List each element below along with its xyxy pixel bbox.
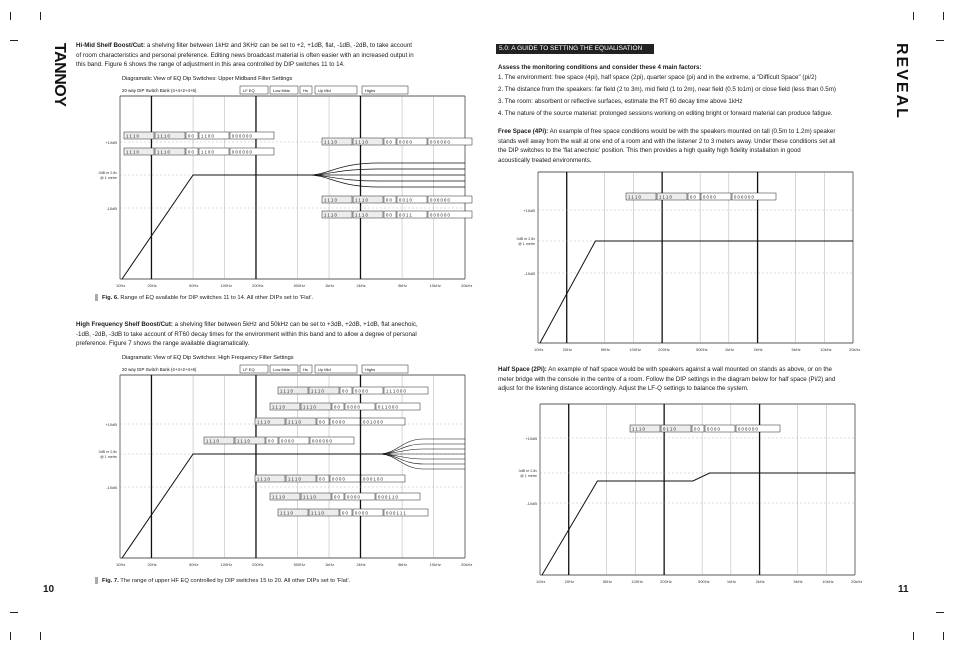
diagram-half-space xyxy=(510,400,863,590)
level-label: +10dB xyxy=(523,208,535,213)
dip-group-label: LF EQ xyxy=(243,88,255,93)
crop-mark xyxy=(10,40,18,41)
dip-bank-label: 20 way DIP Switch Bank (4+4+2+4+6) xyxy=(122,367,197,372)
dip-bank-label: 20 way DIP Switch Bank (4+4+2+4+6) xyxy=(122,88,197,93)
freq-label: 5kHz xyxy=(398,562,408,567)
text-line: the DIP switches to the 'flat anechoic' position. This then provides a high quality high fidelity installation in good xyxy=(498,147,801,154)
dip-code: 0 0 xyxy=(319,476,325,482)
dip-code: 0 0 xyxy=(386,212,392,218)
freq-label: 500Hz xyxy=(696,347,708,352)
diagram-title: Diagramatic View of EQ Dip Switches: Upper Midband Filter Settings xyxy=(122,76,293,82)
freq-label: 100Hz xyxy=(220,562,233,567)
freq-label: 5kHz xyxy=(793,579,803,584)
dip-code: 0 0 0 0 xyxy=(332,476,345,482)
dip-code: 0 0 xyxy=(386,139,392,145)
factor-item: 4. The nature of the source material: prolonged sessions working on editing bright or forward material can produce fatigue. xyxy=(498,110,833,117)
svg-text:TANNOY: TANNOY xyxy=(51,43,68,107)
dip-code: 1 1 1 0 xyxy=(659,194,672,200)
dip-code: 1 1 0 0 xyxy=(201,149,214,155)
text-line: of room characteristics and personal preference. Editing news broadcast material is often easier with an increased output in xyxy=(76,51,414,59)
hf-paragraph xyxy=(76,320,466,349)
dip-code: 1 1 1 0 xyxy=(288,419,301,425)
freq-label: 2kHz xyxy=(356,283,366,288)
dip-code: 0 0 xyxy=(268,438,274,444)
freq-label: 1kHz xyxy=(726,579,736,584)
dip-code: 0 0 xyxy=(690,194,696,200)
freq-label: 20Hz xyxy=(562,347,573,352)
dip-code: 1 1 0 0 xyxy=(201,133,214,139)
freq-label: 500Hz xyxy=(293,562,306,567)
level-label: -10dB xyxy=(526,501,537,506)
dip-group-label: Hs xyxy=(303,88,308,93)
freq-label: 50Hz xyxy=(600,347,611,352)
dip-code: 0 0 xyxy=(342,388,348,394)
dip-code: 1 1 1 0 xyxy=(303,494,316,500)
dip-code: 1 1 1 0 xyxy=(288,476,301,482)
dip-code: 0 0 0 0 0 0 xyxy=(430,212,450,218)
dip-code: 0 0 0 0 xyxy=(281,438,294,444)
dip-group-label: LF EQ xyxy=(243,367,255,372)
dip-code: 1 1 1 0 xyxy=(632,426,645,432)
dip-code: 0 0 0 0 xyxy=(707,426,720,432)
dip-code: 0 0 0 0 0 0 xyxy=(312,438,332,444)
text-line: a shelving filter between 1kHz and 3KHz can be set to +2, +1dB, flat, -1dB, -2dB, to take account xyxy=(145,42,412,49)
dip-code: 1 1 1 0 xyxy=(237,438,250,444)
freq-label: 100Hz xyxy=(629,347,641,352)
section-heading: 5.0: A GUIDE TO SETTING THE EQUALISATION xyxy=(496,44,654,54)
fig6-label: Fig. 6. xyxy=(102,295,119,302)
dip-code: 0 0 0 0 0 0 xyxy=(734,194,754,200)
freq-label: 1kHz xyxy=(325,562,335,567)
text-line: preference. Figure 7 shows the range available diagramatically. xyxy=(76,340,250,347)
level-label: -10dB xyxy=(106,485,117,490)
dip-code: 0 0 0 0 0 0 xyxy=(738,426,758,432)
dip-code: 0 0 xyxy=(342,510,348,516)
freq-label: 20kHz xyxy=(849,347,861,352)
dip-code: 1 1 1 0 xyxy=(311,510,324,516)
dip-code: 1 1 1 0 xyxy=(206,438,219,444)
crop-mark xyxy=(943,632,944,640)
hi-mid-paragraph xyxy=(76,41,466,70)
freq-label: 2kHz xyxy=(755,579,765,584)
response-curve xyxy=(122,454,379,558)
freq-label: 200Hz xyxy=(658,347,670,352)
dip-group-label: Highs xyxy=(365,88,376,93)
freq-label: 20kHz xyxy=(851,579,863,584)
freq-label: 2kHz xyxy=(753,347,763,352)
text-line: a shelving filter between 5kHz and 50kHz can be set to +3dB, +2dB, +1dB, flat anechoic, xyxy=(172,321,418,328)
crop-mark xyxy=(10,612,18,613)
dip-group-label: Low Mids xyxy=(273,367,290,372)
response-curve xyxy=(540,241,853,343)
level-label: -10dB xyxy=(106,206,117,211)
fig7-text: The range of upper HF EQ controlled by DIP switches 15 to 20. All other DIPs set to 'Flat'. xyxy=(118,578,351,585)
dip-code: 0 0 0 0 xyxy=(399,139,412,145)
dip-code: 0 0 0 1 1 0 xyxy=(378,494,398,500)
freq-label: 50Hz xyxy=(189,283,199,288)
freq-label: 20Hz xyxy=(147,562,157,567)
half-space-title: Half Space (2Pi): xyxy=(498,366,547,373)
hi-mid-title: Hi-Mid Shelf Boost/Cut: xyxy=(76,42,146,49)
factor-item: 3. The room: absorbent or reflective surfaces, estimate the RT 60 decay time above 1kHz xyxy=(498,98,743,105)
response-curve xyxy=(122,175,309,279)
fig7-label: Fig. 7. xyxy=(102,578,119,585)
crop-mark xyxy=(936,40,944,41)
dip-code: 0 0 xyxy=(188,149,194,155)
reveal-logo xyxy=(893,40,913,135)
dip-code: 1 1 1 0 xyxy=(311,388,324,394)
level-label: @ 1 metre xyxy=(520,474,537,478)
text-line: An example of free space conditions would be with the speakers mounted on tall (0.5m to 1.2m) speaker xyxy=(548,128,836,135)
level-label: +10dB xyxy=(105,140,117,145)
freq-label: 10kHz xyxy=(429,283,441,288)
diagram-free-space xyxy=(508,168,868,358)
freq-label: 100Hz xyxy=(220,283,233,288)
crop-mark xyxy=(10,632,11,640)
freq-label: 200Hz xyxy=(251,283,264,288)
dip-code: 1 1 1 0 xyxy=(628,194,641,200)
dip-code: 0 0 0 0 xyxy=(332,419,345,425)
freq-label: 5kHz xyxy=(791,347,801,352)
dip-code: 0 0 0 0 0 0 xyxy=(430,197,450,203)
dip-code: 1 1 1 0 xyxy=(303,404,316,410)
diagram-upper-mid xyxy=(98,72,473,292)
freq-label: 200Hz xyxy=(660,579,672,584)
dip-code: 1 1 1 0 0 0 xyxy=(386,388,406,394)
level-label: 0dB re 2.8v xyxy=(98,450,117,454)
freq-label: 500Hz xyxy=(698,579,710,584)
text-line: acoustically treated environments. xyxy=(498,156,592,164)
dip-code: 0 0 0 0 xyxy=(347,404,360,410)
crop-mark xyxy=(913,12,914,20)
page-number-right: 11 xyxy=(898,584,909,595)
dip-code: 1 1 1 0 xyxy=(157,133,170,139)
freq-label: 200Hz xyxy=(251,562,264,567)
freq-label: 500Hz xyxy=(293,283,306,288)
free-space-paragraph xyxy=(498,127,888,165)
dip-code: 0 0 0 1 1 1 xyxy=(386,510,406,516)
intro-text: Assess the monitoring conditions and consider these 4 main factors: xyxy=(498,64,702,71)
freq-label: 100Hz xyxy=(631,579,643,584)
freq-label: 1kHz xyxy=(724,347,734,352)
level-label: 0dB re 2.8v xyxy=(98,171,117,175)
tannoy-logo xyxy=(38,40,68,110)
dip-code: 0 0 xyxy=(319,419,325,425)
dip-group-label: Up Mid xyxy=(318,88,331,93)
crop-mark xyxy=(913,632,914,640)
svg-text:REVEAL: REVEAL xyxy=(893,43,910,120)
level-label: -10dB xyxy=(524,271,535,276)
dip-group-label: Low Mids xyxy=(273,88,290,93)
dip-code: 0 0 0 0 xyxy=(347,494,360,500)
response-curve xyxy=(379,454,465,459)
dip-code: 1 1 1 0 xyxy=(257,419,270,425)
crop-mark xyxy=(943,12,944,20)
dip-group-label: Highs xyxy=(365,367,376,372)
dip-code: 0 0 0 0 0 0 xyxy=(232,133,252,139)
dip-code: 0 0 0 0 0 0 xyxy=(430,139,450,145)
freq-label: 10Hz xyxy=(116,562,126,567)
freq-label: 20kHz xyxy=(461,283,473,288)
dip-code: 1 1 1 0 xyxy=(126,133,139,139)
fig6-text: Range of EQ available for DIP switches 11 to 14. All other DIPs set to 'Flat'. xyxy=(118,295,314,302)
half-space-paragraph xyxy=(498,365,888,394)
dip-code: 1 1 1 0 xyxy=(355,197,368,203)
dip-code: 0 1 1 0 xyxy=(663,426,676,432)
fig7-caption xyxy=(95,577,350,584)
dip-code: 0 1 1 0 0 0 xyxy=(378,404,398,410)
crop-mark xyxy=(10,12,11,20)
level-label: 0dB re 2.8v xyxy=(516,237,535,241)
dip-code: 0 0 1 0 xyxy=(399,197,412,203)
dip-code: 1 1 1 0 xyxy=(272,404,285,410)
dip-code: 1 1 1 0 xyxy=(272,494,285,500)
dip-code: 1 1 1 0 xyxy=(355,212,368,218)
crop-mark xyxy=(40,632,41,640)
dip-code: 1 1 1 0 xyxy=(324,139,337,145)
freq-label: 50Hz xyxy=(189,562,199,567)
dip-code: 0 0 1 0 0 0 xyxy=(363,419,383,425)
dip-code: 0 0 0 0 xyxy=(703,194,716,200)
dip-code: 1 1 1 0 xyxy=(324,212,337,218)
factor-item: 1. The environment: free space (4pi), half space (2pi), quarter space (pi) and in the extreme, a "Difficult Space" (pi/2) xyxy=(498,74,817,81)
freq-label: 10kHz xyxy=(820,347,832,352)
dip-code: 1 1 1 0 xyxy=(257,476,270,482)
dip-code: 0 0 1 1 xyxy=(399,212,412,218)
dip-code: 0 0 0 0 xyxy=(355,388,368,394)
freq-label: 10kHz xyxy=(429,562,441,567)
level-label: +10dB xyxy=(525,436,537,441)
freq-label: 10Hz xyxy=(116,283,126,288)
dip-code: 0 0 xyxy=(334,494,340,500)
dip-code: 0 0 0 0 xyxy=(355,510,368,516)
text-line: stands well away from the wall at one end of a room and with the listener 2 to 3 meters away. Under these conditions set all xyxy=(498,137,836,145)
dip-code: 0 0 xyxy=(188,133,194,139)
dip-group-label: Up Mid xyxy=(318,367,331,372)
freq-label: 20kHz xyxy=(461,562,473,567)
level-label: +10dB xyxy=(105,422,117,427)
free-space-title: Free Space (4Pi): xyxy=(498,128,549,135)
dip-code: 1 1 1 0 xyxy=(157,149,170,155)
crop-mark xyxy=(40,12,41,20)
text-line: meter bridge with the console in the centre of a room. Follow the DIP settings in the diagram below for half space (Pi/2) and xyxy=(498,375,836,383)
dip-code: 0 0 xyxy=(334,404,340,410)
dip-code: 1 1 1 0 xyxy=(126,149,139,155)
dip-code: 0 0 0 1 0 0 xyxy=(363,476,383,482)
freq-label: 20Hz xyxy=(147,283,157,288)
dip-group-label: Hs xyxy=(303,367,308,372)
level-label: @ 1 metre xyxy=(100,176,117,180)
diagram-high-frequency xyxy=(98,351,473,573)
fig6-caption xyxy=(95,294,313,301)
freq-label: 5kHz xyxy=(398,283,408,288)
diagram-title: Diagramatic View of EQ Dip Switches: High Frequency Filter Settings xyxy=(122,355,294,361)
freq-label: 2kHz xyxy=(356,562,366,567)
dip-code: 0 0 0 0 0 0 xyxy=(232,149,252,155)
dip-code: 0 0 xyxy=(694,426,700,432)
freq-label: 1kHz xyxy=(325,283,335,288)
response-curve xyxy=(379,449,465,454)
dip-code: 1 1 1 0 xyxy=(280,510,293,516)
dip-code: 0 0 xyxy=(386,197,392,203)
text-line: -1dB, -2dB, -3dB to take account of RT60 decay times for the environment within this band and to allow a degree of personal xyxy=(76,330,417,338)
text-line: An example of half space would be with speakers against a wall mounted on stands as above, or on the xyxy=(546,366,832,373)
text-line: adjust for the listening distance accordingly. Adjust the LF-Q settings to balance the system. xyxy=(498,385,749,392)
hf-title: High Frequency Shelf Boost/Cut: xyxy=(76,321,173,328)
freq-label: 10Hz xyxy=(534,347,544,352)
freq-label: 10kHz xyxy=(822,579,834,584)
dip-code: 1 1 1 0 xyxy=(280,388,293,394)
freq-label: 50Hz xyxy=(602,579,613,584)
level-label: @ 1 metre xyxy=(100,455,117,459)
level-label: @ 1 metre xyxy=(518,242,535,246)
page-number-left: 10 xyxy=(43,584,55,595)
factor-item: 2. The distance from the speakers: far field (2 to 3m), mid field (1 to 2m), near field (0.5 to1m) or close field (less than 0.5m) xyxy=(498,86,836,93)
level-label: 0dB re 2.8v xyxy=(518,469,537,473)
response-curve xyxy=(542,473,855,575)
freq-label: 10Hz xyxy=(536,579,546,584)
dip-code: 1 1 1 0 xyxy=(355,139,368,145)
freq-label: 20Hz xyxy=(564,579,575,584)
text-line: this band. Figure 6 shows the range of adjustment in this area controlled by DIP switches 11 to 14. xyxy=(76,61,345,68)
dip-code: 1 1 1 0 xyxy=(324,197,337,203)
crop-mark xyxy=(936,612,944,613)
